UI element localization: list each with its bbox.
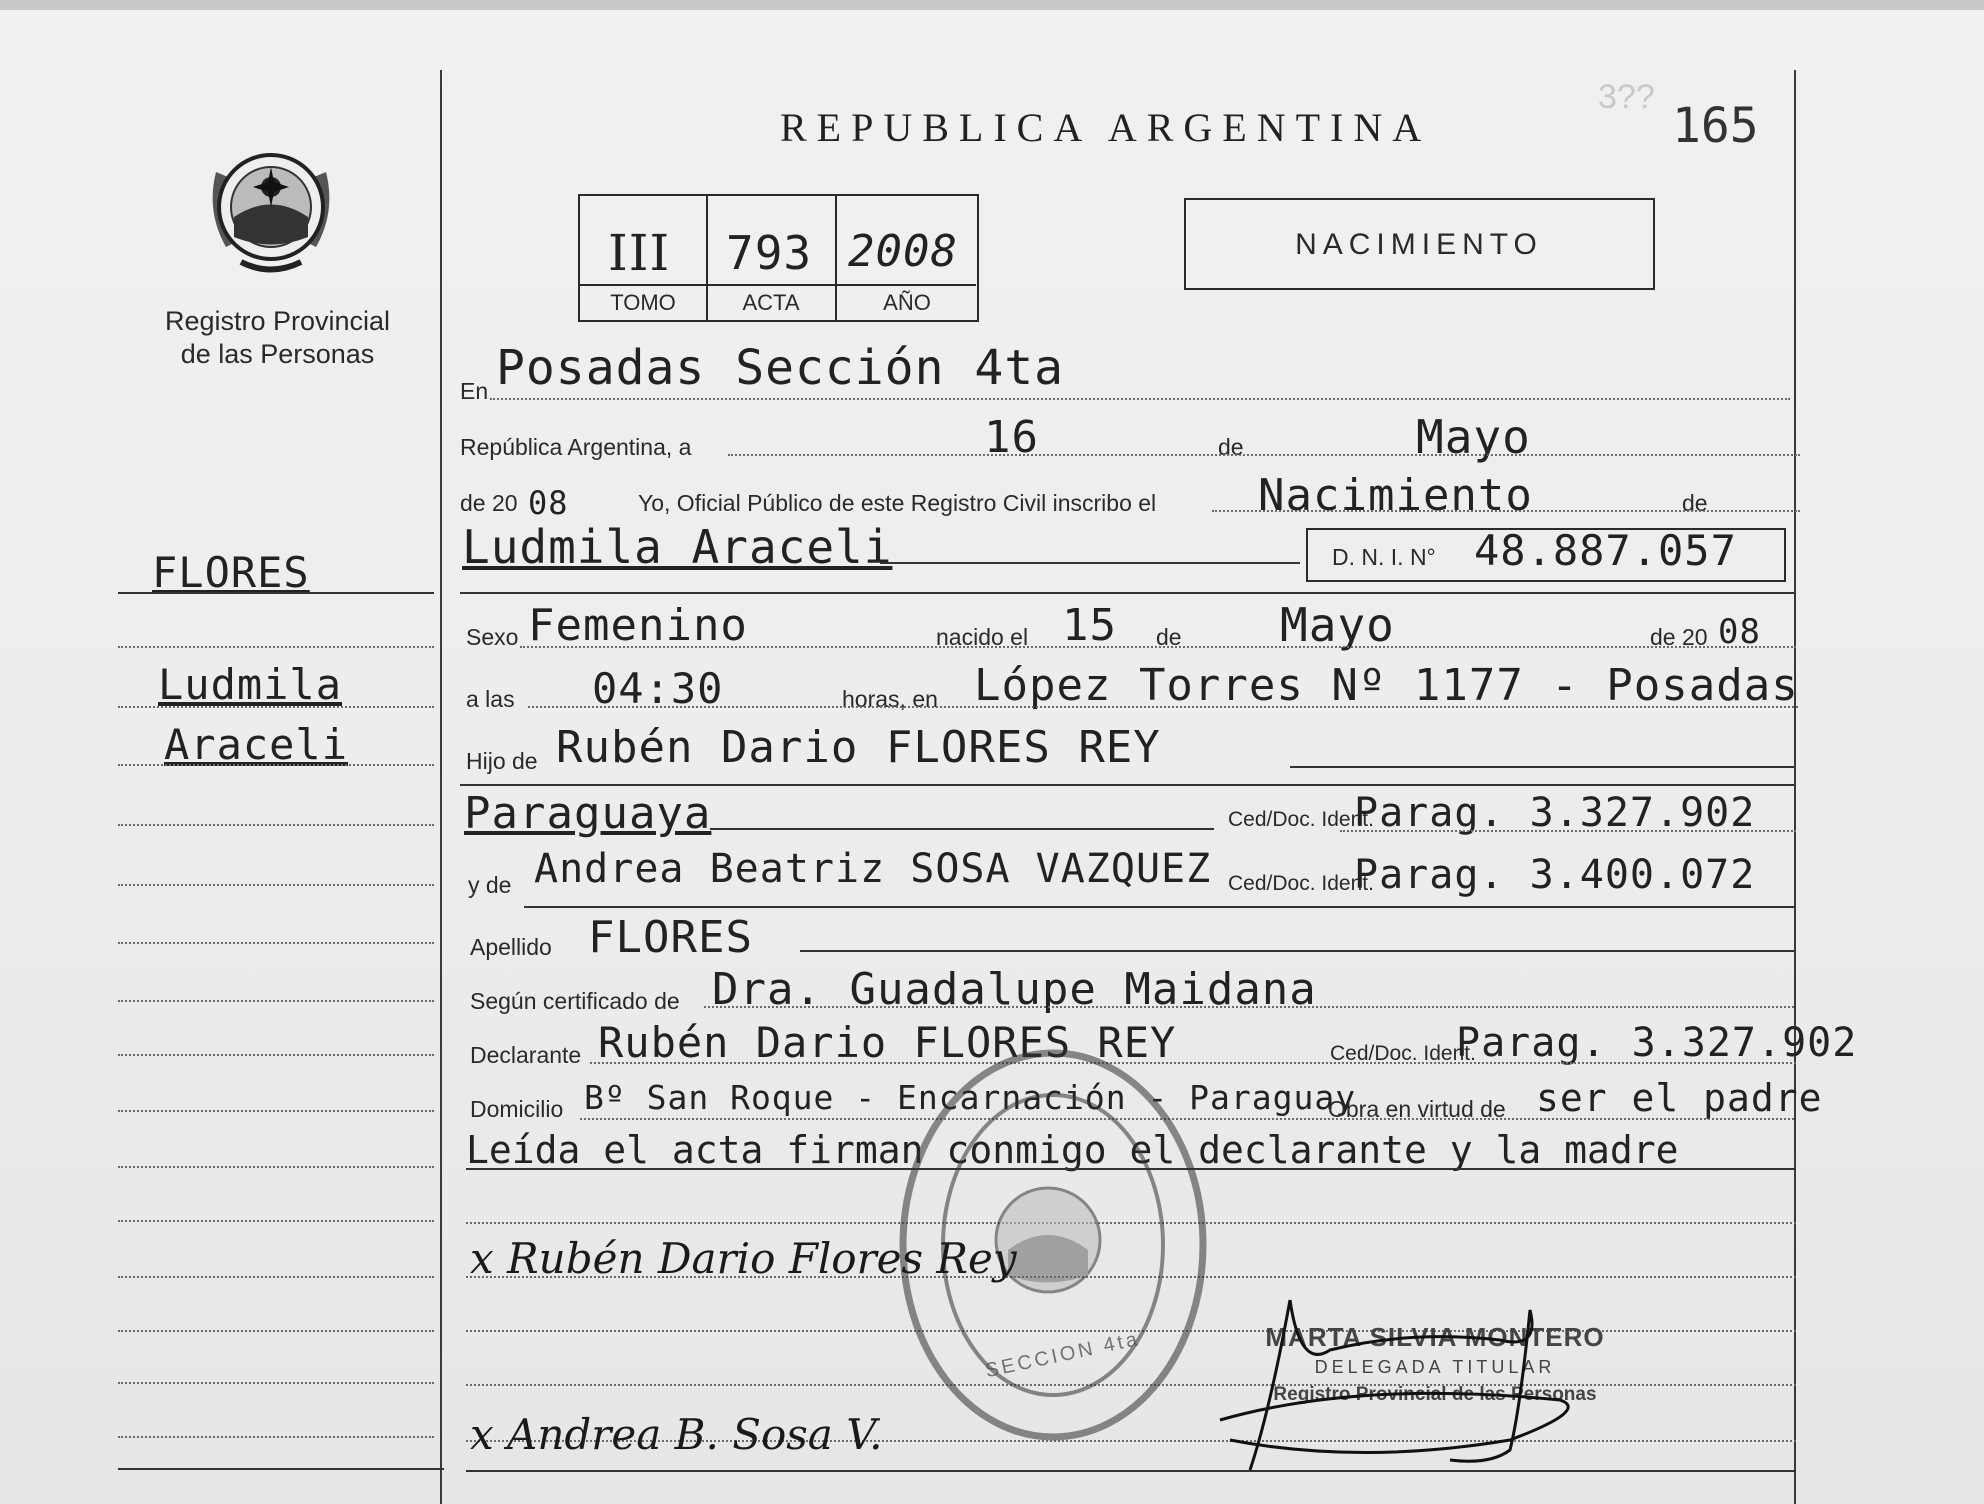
date-line bbox=[728, 454, 1800, 456]
father-doc-line bbox=[1340, 830, 1796, 832]
domicilio-value: Bº San Roque - Encarnación - Paraguay bbox=[584, 1078, 1357, 1117]
faint-stamp-number: 3?? bbox=[1598, 78, 1655, 116]
official-org: Registro Provincial de las Personas bbox=[1273, 1384, 1597, 1405]
inscribe-value: Nacimiento bbox=[1258, 470, 1533, 521]
year-suffix: 08 bbox=[528, 484, 569, 522]
obra-value: ser el padre bbox=[1536, 1076, 1823, 1120]
margin-given-name-2: Araceli bbox=[164, 720, 349, 769]
domicilio-label: Domicilio bbox=[470, 1096, 564, 1122]
lugar-value: López Torres Nº 1177 - Posadas bbox=[974, 660, 1799, 711]
margin-bottom-line bbox=[118, 1468, 444, 1470]
birth-day: 15 bbox=[1062, 600, 1117, 651]
alas-label: a las bbox=[466, 686, 515, 712]
yo-text: Yo, Oficial Público de este Registro Civil inscribo el bbox=[638, 490, 1157, 516]
place-value: Posadas Sección 4ta bbox=[496, 340, 1065, 396]
registry-name bbox=[120, 305, 435, 371]
nationality-line bbox=[710, 828, 1214, 830]
margin-row bbox=[118, 706, 434, 708]
margin-row bbox=[118, 1382, 434, 1384]
page-top-edge bbox=[0, 0, 1984, 10]
birth-year-suffix: 08 bbox=[1718, 612, 1761, 652]
obra-label: Obra en virtud de bbox=[1328, 1096, 1506, 1122]
apellido-line bbox=[800, 950, 1794, 952]
dni-box bbox=[1306, 528, 1786, 582]
apellido-value: FLORES bbox=[588, 912, 753, 963]
margin-row bbox=[118, 884, 434, 886]
record-number-box bbox=[578, 194, 979, 322]
margin-row bbox=[118, 824, 434, 826]
mother-ced-doc: Ced/Doc. Ident. bbox=[1228, 872, 1374, 895]
margin-row bbox=[118, 1166, 434, 1168]
declarante-ced-doc: Ced/Doc. Ident. bbox=[1330, 1042, 1476, 1065]
father-nationality: Paraguaya bbox=[464, 788, 712, 839]
provincial-seal-icon bbox=[196, 132, 346, 282]
margin-row bbox=[118, 1220, 434, 1222]
month-value: Mayo bbox=[1416, 410, 1531, 464]
hijo-label: Hijo de bbox=[466, 748, 538, 774]
margin-row bbox=[118, 1110, 434, 1112]
dni-value: 48.887.057 bbox=[1474, 526, 1737, 575]
alas-line bbox=[528, 706, 1798, 708]
sexo-line bbox=[520, 646, 1796, 648]
birth-year-prefix: de 20 bbox=[1650, 624, 1708, 650]
father-ced-doc: Ced/Doc. Ident. bbox=[1228, 808, 1374, 831]
apellido-label: Apellido bbox=[470, 934, 552, 960]
horas-label: horas, en bbox=[842, 686, 938, 712]
de-label: de bbox=[1218, 434, 1244, 460]
act-type: NACIMIENTO bbox=[1295, 228, 1543, 261]
tomo-value: III bbox=[608, 224, 671, 282]
declarante-value: Rubén Dario FLORES REY bbox=[598, 1018, 1177, 1067]
yo-line bbox=[1212, 510, 1800, 512]
anio-label: AÑO bbox=[883, 290, 931, 315]
registry-line2: de las Personas bbox=[180, 339, 375, 369]
right-column-rule bbox=[1794, 70, 1796, 1504]
registry-line1: Registro Provincial bbox=[164, 306, 391, 336]
name-row-bottom bbox=[460, 592, 1794, 594]
official-name: MARTA SILVIA MONTERO bbox=[1265, 1322, 1605, 1352]
acta-label: ACTA bbox=[742, 290, 800, 315]
act-type-box bbox=[1184, 198, 1655, 290]
father-doc: Parag. 3.327.902 bbox=[1354, 790, 1756, 836]
certificado-line bbox=[704, 1006, 1794, 1008]
anio-value: 2008 bbox=[848, 226, 958, 277]
father-name: Rubén Dario FLORES REY bbox=[556, 722, 1161, 773]
margin-row bbox=[118, 764, 434, 766]
certificado-value: Dra. Guadalupe Maidana bbox=[712, 964, 1317, 1015]
margin-row bbox=[118, 942, 434, 944]
margin-row bbox=[118, 1330, 434, 1332]
declarante-doc: Parag. 3.327.902 bbox=[1456, 1020, 1858, 1066]
father-line bbox=[1290, 766, 1794, 768]
tomo-label: TOMO bbox=[610, 290, 676, 315]
father-signature: x Rubén Dario Flores Rey bbox=[470, 1234, 1017, 1283]
child-name: Ludmila Araceli bbox=[462, 520, 893, 574]
left-column-rule bbox=[440, 70, 442, 1504]
birth-month: Mayo bbox=[1280, 598, 1395, 652]
yde-label: y de bbox=[468, 872, 512, 898]
record-box-label-divider bbox=[580, 284, 976, 286]
mother-name: Andrea Beatriz SOSA VAZQUEZ bbox=[534, 846, 1212, 892]
de2-label: de bbox=[1682, 490, 1708, 516]
leida-text: Leída el acta firman conmigo el declarante y la madre bbox=[466, 1128, 1679, 1172]
sexo-value: Femenino bbox=[528, 600, 748, 651]
year-prefix: de 20 bbox=[460, 490, 518, 516]
margin-row bbox=[118, 1054, 434, 1056]
acta-value: 793 bbox=[726, 226, 813, 280]
republica-label: República Argentina, a bbox=[460, 434, 692, 460]
margin-row bbox=[118, 1436, 434, 1438]
mother-doc: Parag. 3.400.072 bbox=[1354, 852, 1756, 898]
seal-section-text: SECCION 4ta bbox=[983, 1327, 1142, 1383]
page-number: 165 bbox=[1672, 98, 1759, 154]
father-row-bottom bbox=[460, 784, 1794, 786]
nacido-label: nacido el bbox=[936, 624, 1029, 650]
official-title: DELEGADA TITULAR bbox=[1314, 1357, 1556, 1377]
mother-signature: x Andrea B. Sosa V. bbox=[470, 1410, 883, 1459]
name-line bbox=[880, 562, 1300, 564]
dni-label: D. N. I. N° bbox=[1332, 544, 1436, 570]
en-label: En bbox=[460, 378, 489, 404]
mother-line bbox=[524, 906, 1794, 908]
hora-value: 04:30 bbox=[592, 664, 724, 713]
margin-row bbox=[118, 1000, 434, 1002]
country-title: REPUBLICA ARGENTINA bbox=[780, 105, 1432, 150]
margin-row bbox=[118, 646, 434, 648]
birth-de-label: de bbox=[1156, 624, 1182, 650]
place-line bbox=[490, 398, 1790, 400]
declarante-label: Declarante bbox=[470, 1042, 582, 1068]
sexo-label: Sexo bbox=[466, 624, 519, 650]
margin-surname: FLORES bbox=[152, 548, 310, 597]
certificado-label: Según certificado de bbox=[470, 988, 680, 1014]
margin-surname-line bbox=[118, 592, 434, 594]
day-value: 16 bbox=[984, 412, 1039, 463]
margin-given-name-1: Ludmila bbox=[158, 660, 343, 709]
margin-row bbox=[118, 1276, 434, 1278]
official-signature-flourish bbox=[1210, 1290, 1610, 1480]
